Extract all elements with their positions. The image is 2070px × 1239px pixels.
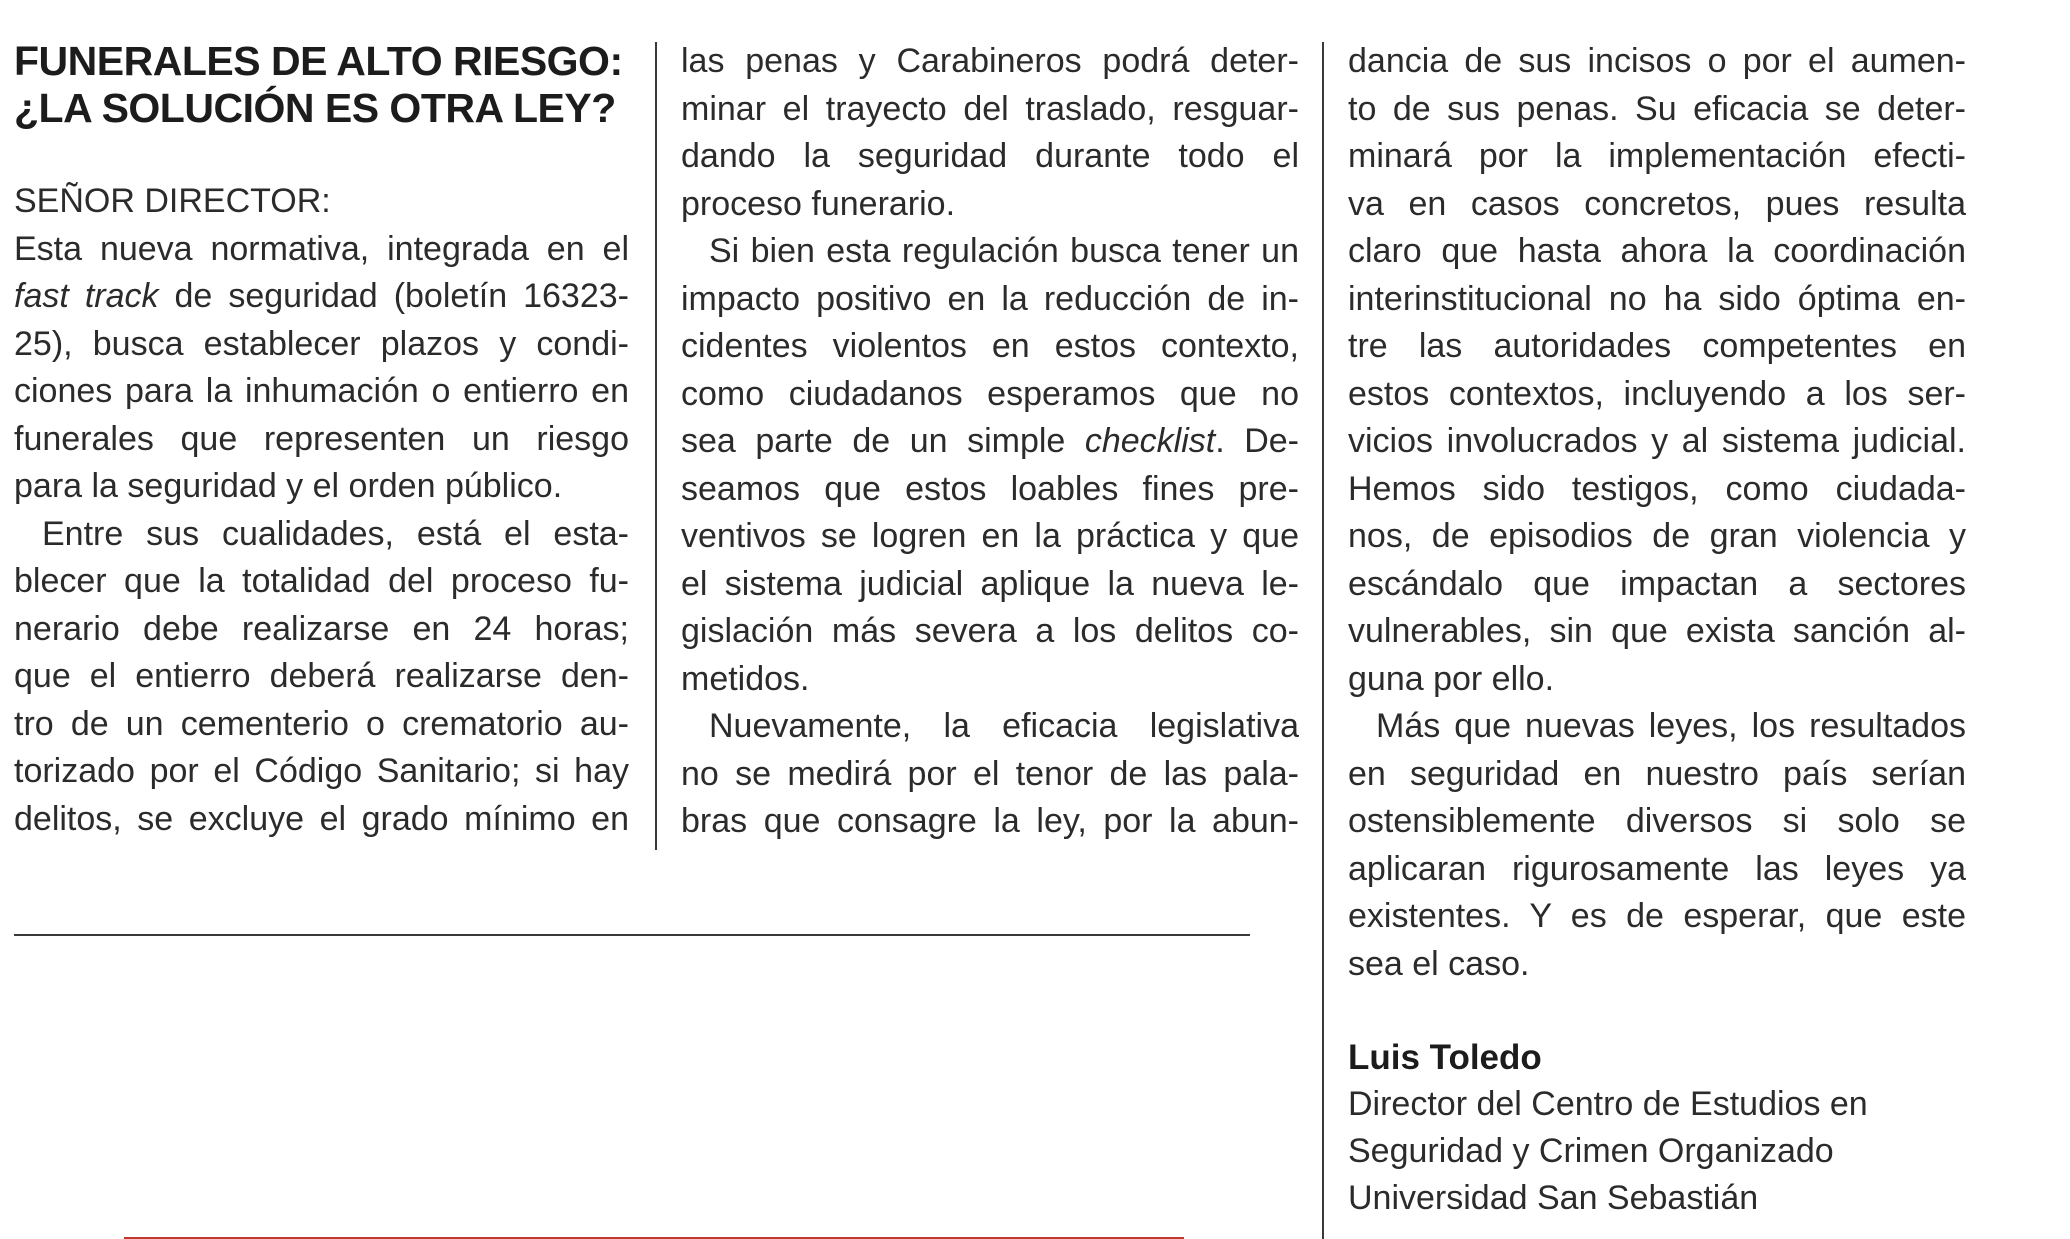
paragraph-line: vicios involucrados y al sistema judicial. <box>1348 422 1966 460</box>
fast-track-term: fast track <box>14 277 159 315</box>
paragraph-line: aplicaran rigurosamente las leyes ya <box>1348 849 1966 888</box>
paragraph-line: proceso funerario. <box>681 184 956 223</box>
paragraph-line: to de sus penas. Su eficacia se deter- <box>1348 89 1966 128</box>
column-divider <box>655 42 657 850</box>
paragraph-line: Más que nuevas leyes, los resultados <box>1376 707 1966 745</box>
paragraph-line: ciones para la inhumación o entierro en <box>14 372 629 410</box>
paragraph-line: gislación más severa a los delitos co- <box>681 612 1299 650</box>
column-3 <box>1348 38 1966 1222</box>
paragraph-line: el sistema judicial aplique la nueva le- <box>681 564 1299 603</box>
paragraph-line: vulnerables, sin que exista sanción al- <box>1348 612 1966 650</box>
headline-line-1: FUNERALES DE ALTO RIESGO: <box>14 38 623 84</box>
column-2 <box>681 38 1299 846</box>
paragraph-line: nerario debe realizarse en 24 horas; <box>14 609 629 648</box>
paragraph-line: Nuevamente, la eficacia legislativa <box>709 707 1299 745</box>
paragraph-line: blecer que la totalidad del proceso fu- <box>14 562 629 600</box>
paragraph-line: ostensiblemente diversos si solo se <box>1348 802 1966 840</box>
paragraph-line: tre las autoridades competentes en <box>1348 327 1966 365</box>
column-divider <box>1322 42 1324 1239</box>
paragraph-line: no se medirá por el tenor de las pala- <box>681 754 1299 793</box>
paragraph-line: existentes. Y es de esperar, que este <box>1348 897 1966 935</box>
column-1 <box>14 38 629 843</box>
paragraph-line: las penas y Carabineros podrá deter- <box>681 42 1299 80</box>
salutation: SEÑOR DIRECTOR: <box>14 182 331 220</box>
paragraph-line: cidentes violentos en estos contexto, <box>681 327 1299 365</box>
paragraph-line: va en casos concretos, pues resulta <box>1348 184 1966 223</box>
paragraph-line: para la seguridad y el orden público. <box>14 467 563 505</box>
author-title: Seguridad y Crimen Organizado <box>1348 1132 1834 1170</box>
paragraph-line: como ciudadanos esperamos que no <box>681 374 1299 413</box>
paragraph-line: sea parte de un simple checklist. De- <box>681 422 1299 460</box>
paragraph-line: que el entierro deberá realizarse den- <box>14 657 629 695</box>
paragraph-line: funerales que representen un riesgo <box>14 419 629 458</box>
paragraph-line: Entre sus cualidades, está el esta- <box>42 514 629 553</box>
paragraph-line: impacto positivo en la reducción de in- <box>681 279 1299 318</box>
author-affiliation: Universidad San Sebastián <box>1348 1179 1759 1217</box>
paragraph-line: sea el caso. <box>1348 944 1530 983</box>
paragraph-line: minar el trayecto del traslado, resguar- <box>681 89 1299 128</box>
paragraph-line: Hemos sido testigos, como ciudada- <box>1348 469 1966 508</box>
paragraph-line: torizado por el Código Sanitario; si hay <box>14 752 629 790</box>
paragraph-line: ventivos se logren en la práctica y que <box>681 517 1299 555</box>
paragraph-line: metidos. <box>681 659 810 698</box>
paragraph-line: tro de un cementerio o crematorio au- <box>14 704 629 743</box>
paragraph-line: en seguridad en nuestro país serían <box>1348 754 1966 793</box>
paragraph-line: 25), busca establecer plazos y condi- <box>14 324 629 363</box>
author-name: Luis Toledo <box>1348 1038 1542 1077</box>
paragraph-line: dancia de sus incisos o por el aumen- <box>1348 42 1966 80</box>
paragraph-line: Si bien esta regulación busca tener un <box>709 232 1299 270</box>
section-divider <box>14 934 1250 936</box>
paragraph-line: minará por la implementación efecti- <box>1348 137 1966 175</box>
headline-line-2: ¿LA SOLUCIÓN ES OTRA LEY? <box>14 85 616 131</box>
paragraph-line: delitos, se excluye el grado mínimo en <box>14 799 629 838</box>
paragraph-line: fast track de seguridad (boletín 16323- <box>14 277 629 315</box>
paragraph-line: interinstitucional no ha sido óptima en- <box>1348 279 1966 318</box>
paragraph-line: seamos que estos loables fines pre- <box>681 469 1299 508</box>
paragraph-line: guna por ello. <box>1348 659 1555 698</box>
checklist-term: checklist <box>1084 422 1216 460</box>
paragraph-line: escándalo que impactan a sectores <box>1348 564 1966 603</box>
paragraph-line: nos, de episodios de gran violencia y <box>1348 517 1966 555</box>
paragraph-line: claro que hasta ahora la coordinación <box>1348 232 1966 270</box>
paragraph-line: dando la seguridad durante todo el <box>681 137 1299 175</box>
paragraph-line: Esta nueva normativa, integrada en el <box>14 229 629 268</box>
paragraph-line: estos contextos, incluyendo a los ser- <box>1348 374 1966 413</box>
paragraph-line: bras que consagre la ley, por la abun- <box>681 802 1299 840</box>
author-title: Director del Centro de Estudios en <box>1348 1085 1868 1123</box>
